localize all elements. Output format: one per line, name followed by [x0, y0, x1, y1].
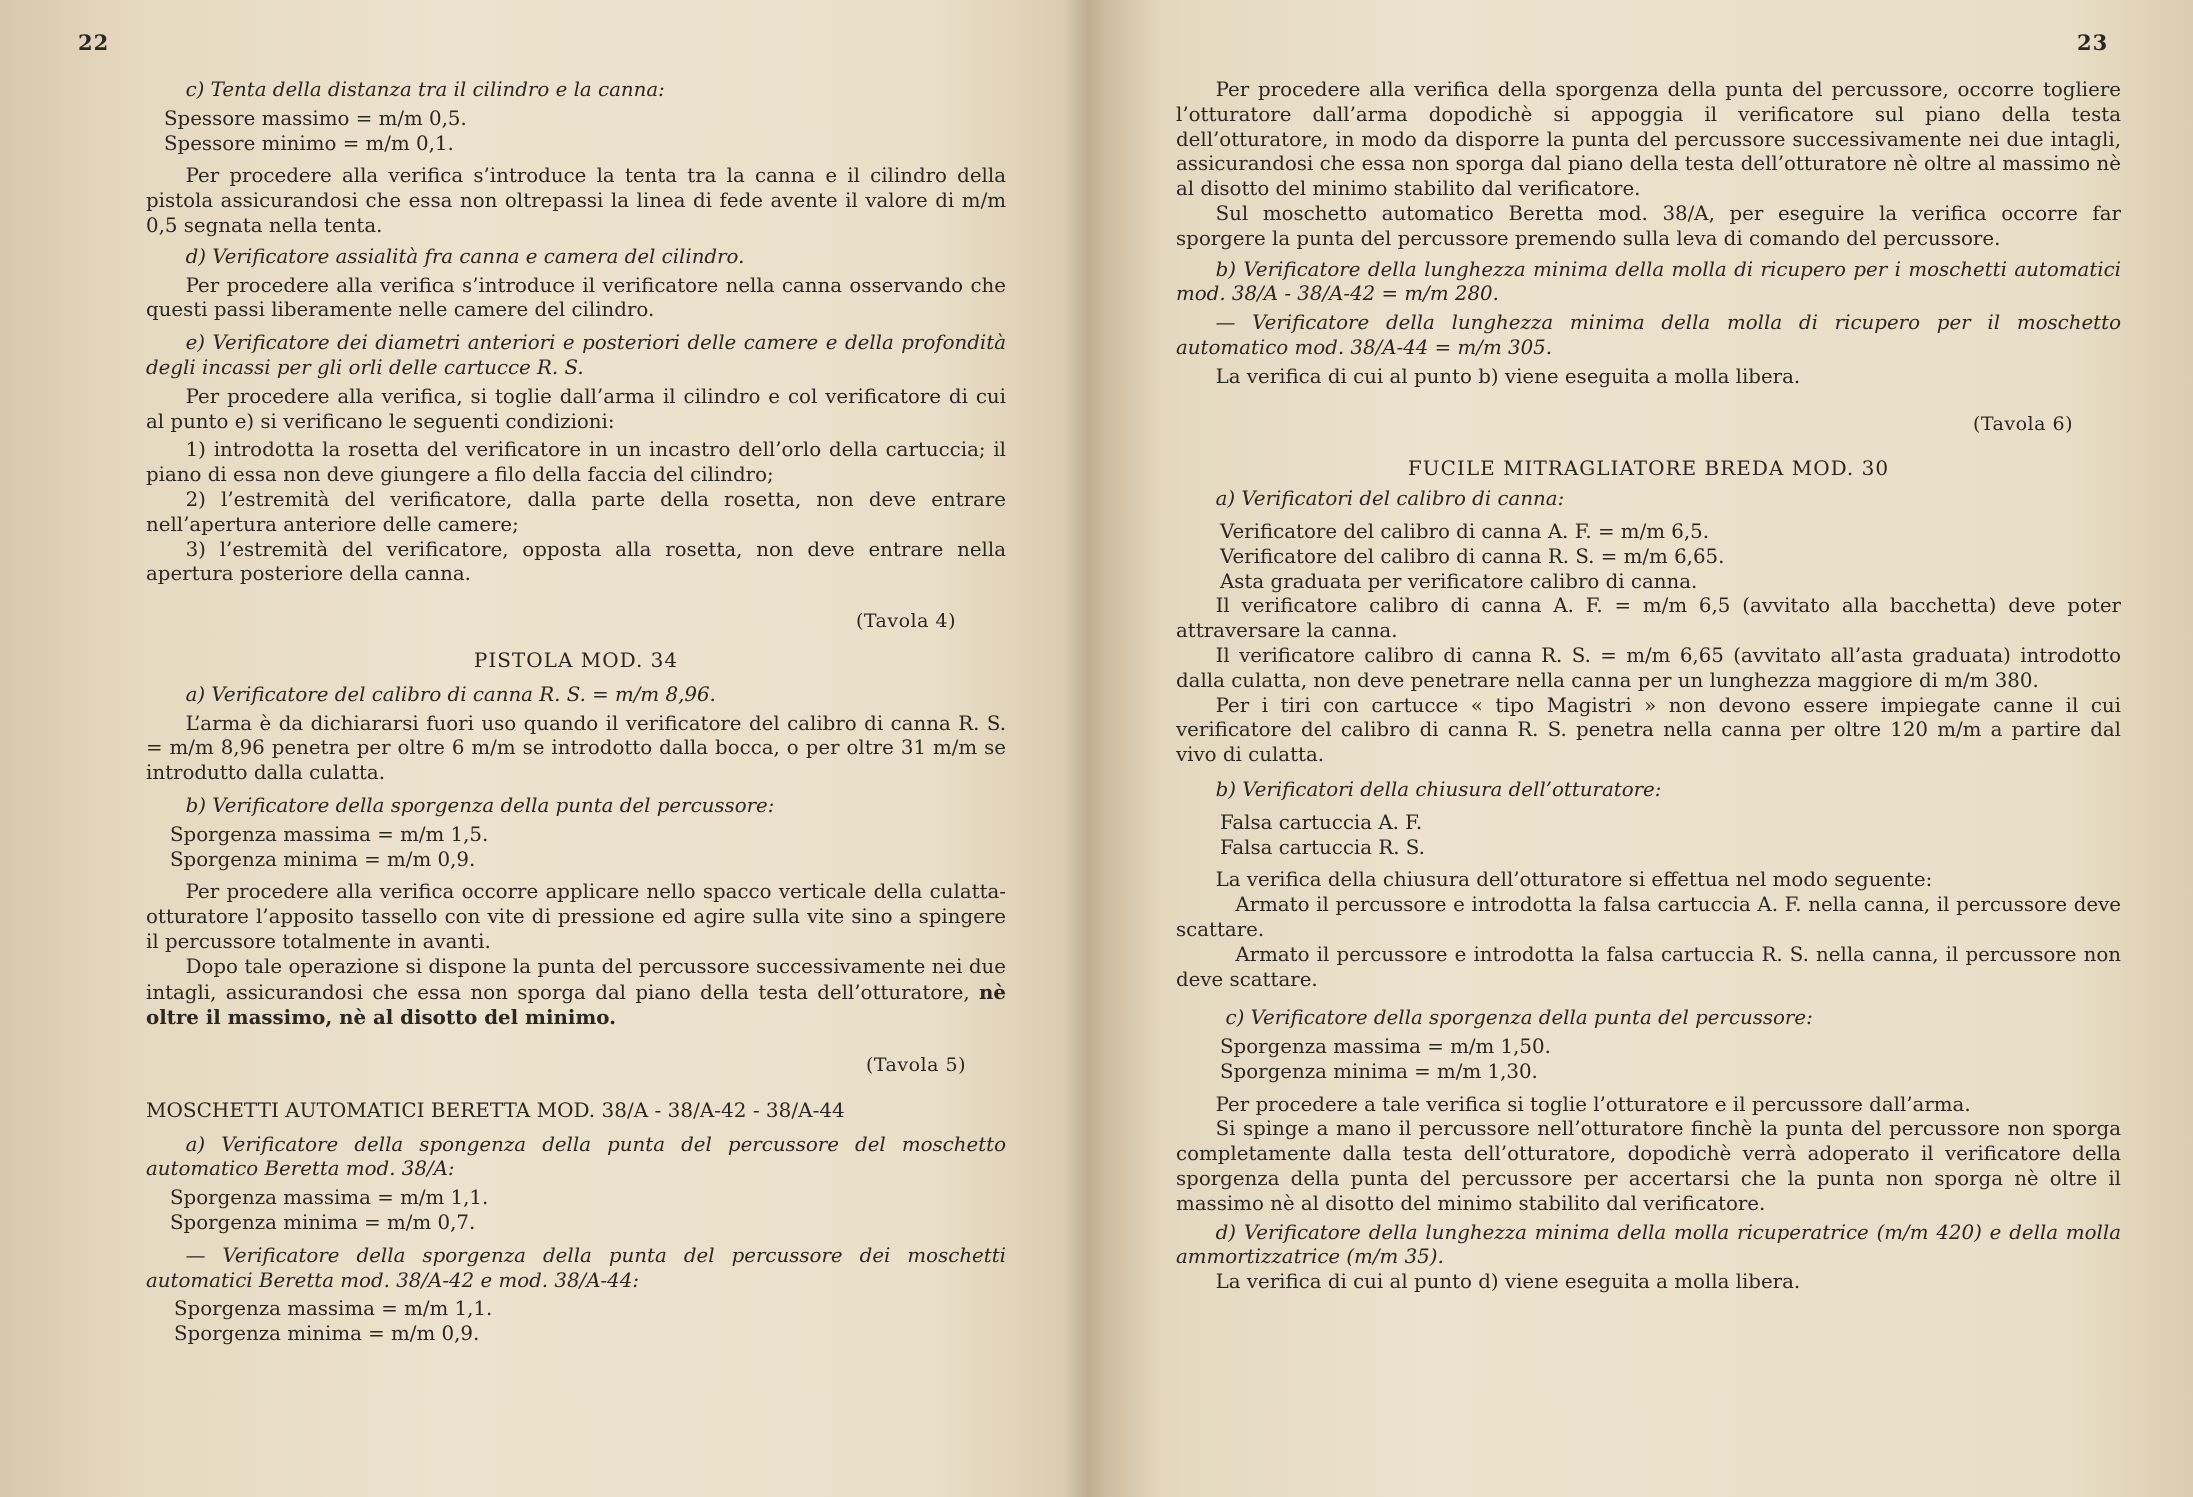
- value-line: Sporgenza massima = m/m 1,1.: [174, 1297, 493, 1321]
- paragraph: Per procedere alla verifica s’introduce la tenta tra la canna e il cilindro della pistola assicurandosi che essa non oltrepassi la linea di fede avente il valore di m/m 0,5 segnata nella tenta.: [146, 164, 1006, 237]
- value-line: Sporgenza massima = m/m 1,5.: [170, 822, 489, 846]
- value-line: Verificatore del calibro di canna R. S. = m/m 6,65.: [1220, 544, 1725, 568]
- section-heading-c: c) Verificatore della sporgenza della punta del percussore:: [1225, 1006, 1813, 1030]
- value-line: Falsa cartuccia A. F.: [1220, 810, 1423, 834]
- section-heading-e: e) Verificatore dei diametri anteriori e posteriori delle camere e della profondità degli incassi per gli orli delle cartucce R. S.: [146, 331, 1006, 379]
- section-heading-c: c) Tenta della distanza tra il cilindro e la canna:: [185, 78, 665, 101]
- section-heading-dash: — Verificatore della lunghezza minima della molla di ricupero per il moschetto automatico mod. 38/A-44 = m/m 305.: [1176, 311, 2121, 359]
- paragraph: Sul moschetto automatico Beretta mod. 38/A, per eseguire la verifica occorre far sporgere la punta del percussore premendo sulla leva di comando del percussore.: [1176, 201, 2121, 250]
- section-title: FUCILE MITRAGLIATORE BREDA MOD. 30: [1407, 456, 1890, 481]
- plate-reference: (Tavola 6): [1972, 412, 2073, 435]
- section-heading-d: d) Verificatore assialità fra canna e camera del cilindro.: [185, 244, 745, 268]
- condition-item: 3) l’estremità del verificatore, opposta alla rosetta, non deve entrare nella apertura posteriore della canna.: [146, 537, 1006, 586]
- value-line: Sporgenza massima = m/m 1,1.: [170, 1186, 489, 1210]
- value-line: Asta graduata per verificatore calibro di canna.: [1220, 569, 1698, 593]
- paragraph: L’arma è da dichiararsi fuori uso quando il verificatore del calibro di canna R. S. = m/m 8,96 penetra per oltre 6 m/m se introdotto dalla bocca, o per oltre 31 m/m se introdutto dalla culatta.: [146, 711, 1006, 785]
- paragraph: Il verificatore calibro di canna A. F. = m/m 6,5 (avvitato alla bacchetta) deve poter attraversare la canna.: [1176, 594, 2121, 643]
- section-title: PISTOLA MOD. 34: [473, 647, 679, 672]
- paragraph: Per procedere a tale verifica si toglie l’otturatore e il percussore dall’arma.: [1215, 1092, 1971, 1116]
- value-line: Sporgenza minima = m/m 0,7.: [170, 1211, 476, 1235]
- paragraph: Si spinge a mano il percussore nell’otturatore finchè la punta del percussore non sporga completamente dalla testa dell’otturatore, dopodichè verrà adoperato il verificatore della sporgenza della punta del percussore per accertarsi che la punta non sporga nè oltre il massimo nè al disotto del minimo stabilito dal verificatore.: [1176, 1117, 2121, 1215]
- emphasis-text: nè oltre il massimo, nè al disotto del minimo.: [146, 979, 1007, 1030]
- section-heading-b: b) Verificatore della lunghezza minima della molla di ricupero per i moschetti automatici mod. 38/A - 38/A-42 = m/m 280.: [1176, 257, 2121, 306]
- section-heading-a: a) Verificatori del calibro di canna:: [1215, 487, 1565, 511]
- right-text-column: [1176, 78, 2121, 1295]
- section-title: MOSCHETTI AUTOMATICI BERETTA MOD. 38/A - 38/A-42 - 38/A-44: [146, 1097, 845, 1122]
- paragraph: Per procedere alla verifica s’introduce il verificatore nella canna osservando che questi passi liberamente nelle camere del cilindro.: [146, 273, 1006, 322]
- paragraph: Il verificatore calibro di canna R. S. = m/m 6,65 (avvitato all’asta graduata) introdotto dalla culatta, non deve penetrare nella canna per un lunghezza maggiore di m/m 380.: [1176, 643, 2121, 692]
- condition-item: 1) introdotta la rosetta del verificatore in un incastro dell’orlo della cartuccia; il piano di essa non deve giungere a filo della faccia del cilindro;: [146, 438, 1006, 487]
- paragraph: La verifica della chiusura dell’otturatore si effettua nel modo seguente:: [1215, 868, 1933, 892]
- paragraph: La verifica di cui al punto d) viene eseguita a molla libera.: [1215, 1270, 1801, 1294]
- condition-item: 2) l’estremità del verificatore, dalla parte della rosetta, non deve entrare nell’apertura anteriore delle camere;: [146, 487, 1006, 536]
- page-number: 23: [2077, 30, 2109, 55]
- value-line: Verificatore del calibro di canna A. F. = m/m 6,5.: [1220, 519, 1710, 543]
- paragraph: La verifica di cui al punto b) viene eseguita a molla libera.: [1215, 364, 1801, 388]
- left-page: [0, 0, 1094, 1497]
- value-line: Sporgenza massima = m/m 1,50.: [1220, 1035, 1551, 1059]
- left-text-column: [146, 78, 1006, 1347]
- page-number: 22: [78, 30, 110, 55]
- section-heading-b: b) Verificatore della sporgenza della punta del percussore:: [185, 793, 775, 817]
- value-line: Falsa cartuccia R. S.: [1220, 835, 1425, 859]
- right-page: [1097, 0, 2193, 1497]
- plate-reference: (Tavola 4): [855, 610, 956, 633]
- paragraph: Per procedere alla verifica della sporgenza della punta del percussore, occorre togliere l’otturatore dall’arma dopodichè si appoggia il verificatore sul piano della testa dell’otturatore, in modo da disporre la punta del percussore successivamente nei due intagli, assicurandosi che essa non sporga dal piano della testa dell’otturatore nè oltre al massimo nè al disotto del minimo stabilito dal verificatore.: [1176, 78, 2121, 201]
- paragraph: Per i tiri con cartucce « tipo Magistri » non devono essere impiegate canne il cui verificatore del calibro di canna R. S. penetra nella canna per oltre 120 m/m a partire dal vivo di culatta.: [1176, 693, 2121, 767]
- paragraph: Per procedere alla verifica occorre applicare nello spacco verticale della culatta-otturatore l’apposito tassello con vite di pressione ed agire sulla vite sino a spingere il percussore totalmente in avanti.: [146, 880, 1006, 953]
- plate-reference: (Tavola 5): [865, 1054, 966, 1077]
- value-line: Sporgenza minima = m/m 1,30.: [1220, 1059, 1538, 1083]
- value-line: Sporgenza minima = m/m 0,9.: [170, 847, 476, 871]
- paragraph: Armato il percussore e introdotta la falsa cartuccia R. S. nella canna, il percussore non deve scattare.: [1176, 942, 2121, 991]
- paragraph: Per procedere alla verifica, si toglie dall’arma il cilindro e col verificatore di cui al punto e) si verificano le seguenti condizioni:: [146, 384, 1006, 433]
- paragraph-text: Dopo tale operazione si dispone la punta del percussore successivamente nei due intagli, assicurandosi che essa non sporga dal piano della testa dell’otturatore,: [146, 954, 1006, 1004]
- paragraph: Armato il percussore e introdotta la falsa cartuccia A. F. nella canna, il percussore deve scattare.: [1176, 893, 2121, 941]
- value-line: Spessore massimo = m/m 0,5.: [164, 106, 467, 130]
- section-heading-a: a) Verificatore della spongenza della punta del percussore del moschetto automatico Beretta mod. 38/A:: [146, 1132, 1006, 1181]
- paragraph: [146, 955, 1006, 1031]
- section-heading-dash: — Verificatore della sporgenza della punta del percussore dei moschetti automatici Beretta mod. 38/A-42 e mod. 38/A-44:: [146, 1243, 1006, 1292]
- section-heading-b: b) Verificatori della chiusura dell’otturatore:: [1215, 777, 1662, 801]
- value-line: Sporgenza minima = m/m 0,9.: [174, 1322, 480, 1346]
- value-line: Spessore minimo = m/m 0,1.: [164, 131, 454, 155]
- section-heading-a: a) Verificatore del calibro di canna R. S. = m/m 8,96.: [185, 682, 716, 706]
- section-heading-d: d) Verificatore della lunghezza minima della molla ricuperatrice (m/m 420) e della molla ammortizzatrice (m/m 35).: [1176, 1220, 2121, 1269]
